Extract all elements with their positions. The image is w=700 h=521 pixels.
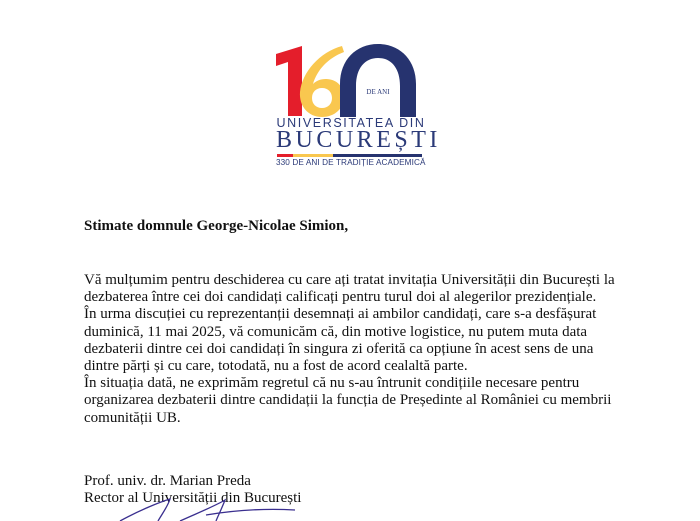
- stripe-red: [277, 154, 293, 157]
- body-line: În urma discuției cu reprezentanții desemnați ai ambilor candidați, care s-a desfășurat: [84, 306, 597, 323]
- logo-university-name: UNIVERSITATEA DIN: [276, 116, 426, 130]
- letter-body: [84, 272, 684, 427]
- body-line: dintre părți și cu care, totodată, nu a fost de acord cealaltă parte.: [84, 358, 468, 375]
- logo-digit-1: [276, 46, 302, 116]
- logo-city-name: BUCUREȘTI: [276, 127, 441, 153]
- body-line: Vă mulțumim pentru deschiderea cu care ați tratat invitația Universității din București la: [84, 272, 615, 288]
- logo-tagline: 330 DE ANI DE TRADIȚIE ACADEMICĂ: [276, 158, 426, 167]
- body-line: În situația dată, ne exprimăm regretul că nu s-au întrunit condițiile necesare pentru: [84, 375, 580, 392]
- logo-de-ani: DE ANI: [366, 88, 390, 96]
- logo-digit-6: [300, 46, 344, 117]
- handwritten-signature: [110, 496, 310, 521]
- body-line: dezbaterii dintre cei doi candidați în singura zi oferită ca opțiune în acest sens de una: [84, 340, 594, 357]
- stripe-navy: [333, 154, 422, 157]
- university-logo: [272, 40, 441, 170]
- body-line: duminică, 11 mai 2025, vă comunicăm că, din motive logistice, nu putem muta data: [84, 323, 588, 340]
- logo-160-graphic: [272, 40, 432, 120]
- stripe-yellow: [293, 154, 333, 157]
- logo-tricolor-stripe: [277, 154, 422, 157]
- signatory-name: Prof. univ. dr. Marian Preda: [84, 473, 251, 489]
- body-line: dezbaterea între cei doi candidați calificați pentru turul doi al alegerilor prezidențiale.: [84, 289, 597, 306]
- letter-salutation: Stimate domnule George-Nicolae Simion,: [84, 218, 349, 234]
- body-line: comunității UB.: [84, 409, 181, 426]
- signatory-title: Rector al Universității din București: [84, 490, 302, 507]
- logo-digit-0: [340, 44, 416, 117]
- body-line: organizarea dezbaterii dintre candidații la funcția de Președinte al României cu membrii: [84, 392, 612, 409]
